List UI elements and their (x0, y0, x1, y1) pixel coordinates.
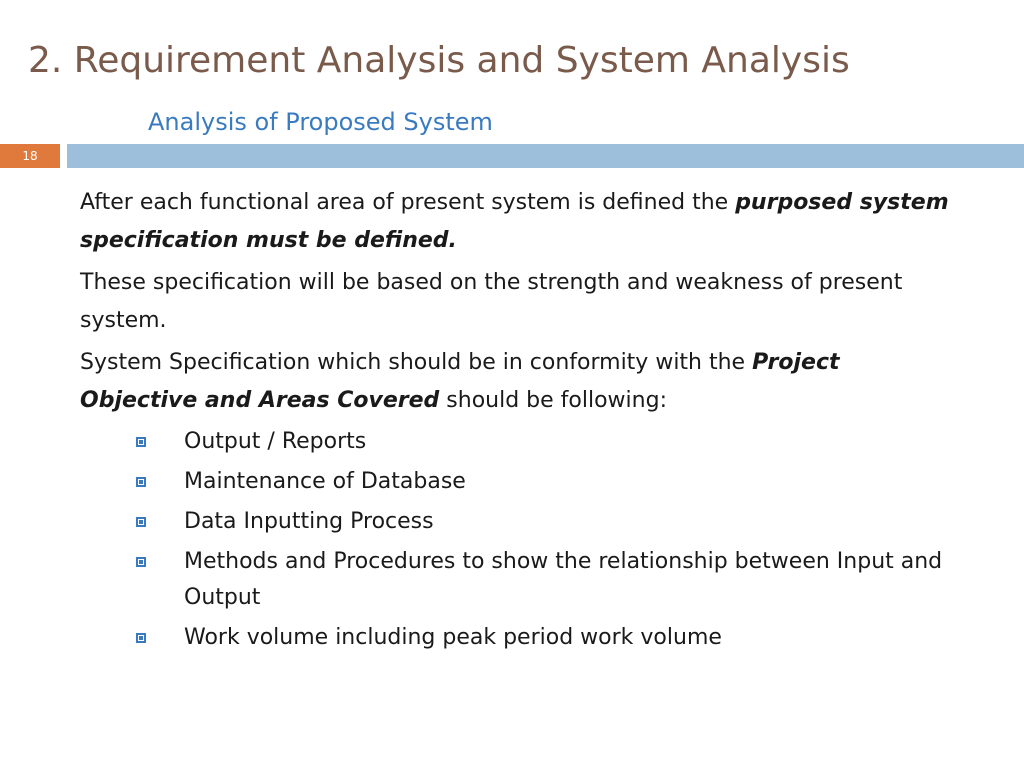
paragraph-1 (80, 184, 950, 260)
list-item (136, 544, 950, 616)
square-bullet-icon (136, 557, 146, 567)
paragraph-3 (80, 344, 950, 420)
paragraph-2: These specification will be based on the strength and weakness of present system. (80, 270, 903, 333)
list-item-text: Output / Reports (184, 429, 367, 454)
slide-title: 2. Requirement Analysis and System Analysis (28, 40, 850, 81)
bullet-list (80, 424, 950, 656)
list-item-text: Data Inputting Process (184, 509, 434, 534)
list-item (136, 464, 950, 500)
list-item (136, 620, 950, 656)
list-item-text: Maintenance of Database (184, 469, 466, 494)
slide-body (80, 184, 950, 660)
list-item (136, 504, 950, 540)
list-item-text: Work volume including peak period work volume (184, 625, 722, 650)
square-bullet-icon (136, 517, 146, 527)
list-item (136, 424, 950, 460)
list-item-text: Methods and Procedures to show the relationship between Input and Output (184, 549, 943, 610)
square-bullet-icon (136, 437, 146, 447)
paragraph-3-emphasis: Project Objective and Areas Covered (80, 350, 840, 413)
slide-number-badge: 18 (0, 144, 60, 168)
paragraph-3-text-before: System Specification which should be in conformity with the (80, 350, 753, 375)
square-bullet-icon (136, 477, 146, 487)
header-band (67, 144, 1024, 168)
square-bullet-icon (136, 633, 146, 643)
paragraph-3-text-after: should be following: (439, 388, 667, 413)
slide-subtitle: Analysis of Proposed System (148, 108, 493, 136)
paragraph-1-text: After each functional area of present system is defined the (80, 190, 736, 215)
paragraph-1-emphasis: purposed system specification must be defined. (80, 190, 949, 253)
